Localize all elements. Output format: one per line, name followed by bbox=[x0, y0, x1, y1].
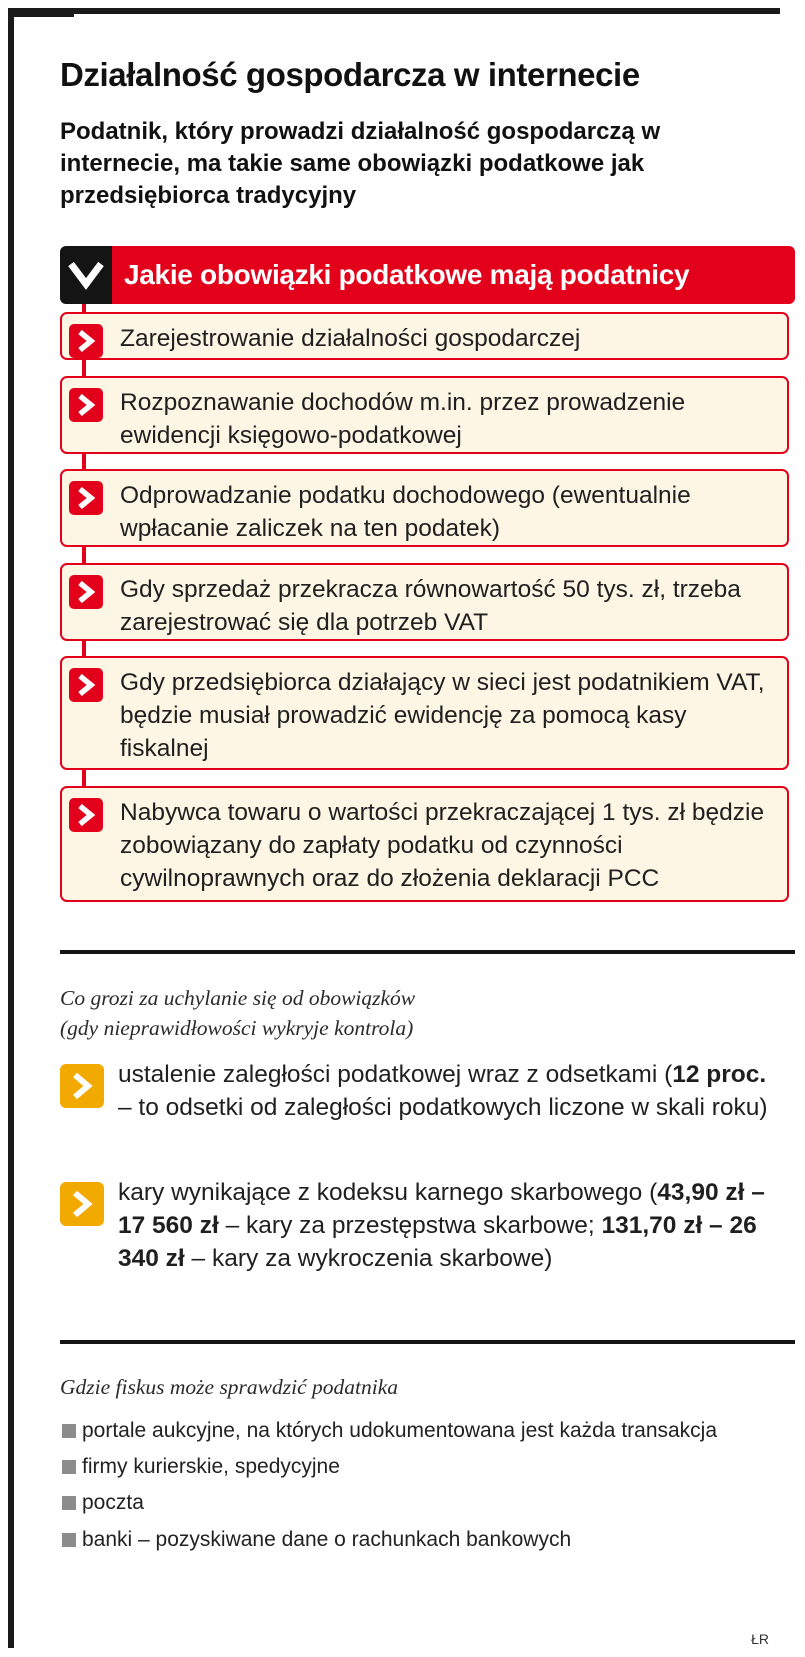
check-list-text: firmy kurierskie, spedycyjne bbox=[82, 1455, 340, 1478]
penalties-heading bbox=[60, 983, 415, 1043]
chevron-right-icon bbox=[69, 575, 103, 609]
obligation-item bbox=[60, 656, 789, 770]
penalties-heading-line: (gdy nieprawidłowości wykryje kontrola) bbox=[60, 1016, 414, 1040]
check-list-item bbox=[62, 1417, 717, 1445]
penalty-rate: 12 proc. bbox=[672, 1061, 767, 1088]
check-list-text: banki – pozyskiwane dane o rachunkach bankowych bbox=[82, 1528, 572, 1551]
frame-left-rule bbox=[8, 8, 14, 1648]
page-subtitle: Podatnik, który prowadzi działalność gospodarczą w internecie, ma takie same obowiązki podatkowe jak przedsiębiorca tradycyjny bbox=[60, 118, 661, 209]
penalty-item bbox=[60, 1058, 795, 1168]
penalty-text-part: ustalenie zaległości podatkowej wraz z odsetkami ( bbox=[118, 1061, 673, 1088]
chevron-right-icon bbox=[60, 1182, 104, 1226]
penalty-text bbox=[118, 1058, 778, 1124]
square-bullet-icon bbox=[62, 1496, 76, 1510]
obligation-item bbox=[60, 563, 789, 641]
penalty-amount-range: 131,70 zł – 26 340 zł bbox=[118, 1212, 757, 1272]
author-credit: ŁR bbox=[751, 1631, 769, 1647]
section-divider bbox=[60, 1340, 795, 1344]
obligation-item bbox=[60, 312, 789, 360]
penalty-text-part: – to odsetki od zaległości podatkowych liczone w skali roku) bbox=[118, 1094, 768, 1121]
check-list-item bbox=[62, 1453, 340, 1481]
obligation-text: Odprowadzanie podatku dochodowego (ewentualnie wpłacanie zaliczek na ten podatek) bbox=[120, 482, 691, 542]
square-bullet-icon bbox=[62, 1424, 76, 1438]
chevron-right-icon bbox=[69, 798, 103, 832]
page-title: Działalność gospodarcza w internecie bbox=[60, 56, 640, 93]
check-list-item bbox=[62, 1526, 571, 1554]
chevron-right-icon bbox=[69, 481, 103, 515]
obligations-header bbox=[60, 246, 795, 304]
obligation-text: Zarejestrowanie działalności gospodarczej bbox=[120, 325, 581, 352]
chevron-down-icon bbox=[60, 246, 112, 304]
obligation-item bbox=[60, 786, 789, 902]
chevron-right-icon bbox=[60, 1064, 104, 1108]
obligation-text: Gdy sprzedaż przekracza równowartość 50 tys. zł, trzeba zarejestrować się dla potrzeb VAT bbox=[120, 576, 741, 636]
frame-corner-tab bbox=[8, 8, 74, 17]
obligations-heading: Jakie obowiązki podatkowe mają podatnicy bbox=[124, 259, 690, 290]
penalties-heading-line: Co grozi za uchylanie się od obowiązków bbox=[60, 986, 416, 1010]
frame-top-rule bbox=[8, 8, 780, 14]
obligation-text: Gdy przedsiębiorca działający w sieci jest podatnikiem VAT, będzie musiał prowadzić ewidencję za pomocą kasy fiskalnej bbox=[120, 669, 765, 762]
penalty-item bbox=[60, 1176, 795, 1316]
penalty-text bbox=[118, 1176, 778, 1275]
chevron-right-icon bbox=[69, 388, 103, 422]
obligation-item bbox=[60, 376, 789, 454]
obligation-text: Nabywca towaru o wartości przekraczającej 1 tys. zł będzie zobowiązany do zapłaty podatku od czynności cywilnoprawnych oraz do złożenia deklaracji PCC bbox=[120, 799, 765, 892]
penalty-text-part: – kary za wykroczenia skarbowe) bbox=[184, 1245, 553, 1272]
square-bullet-icon bbox=[62, 1460, 76, 1474]
obligation-text: Rozpoznawanie dochodów m.in. przez prowadzenie ewidencji księgowo-podatkowej bbox=[120, 389, 686, 449]
penalty-text-part: kary wynikające z kodeksu karnego skarbowego ( bbox=[118, 1179, 658, 1206]
check-list-text: poczta bbox=[82, 1491, 144, 1514]
penalty-amount-range: 43,90 zł – 17 560 zł bbox=[118, 1179, 765, 1239]
penalty-text-part: – kary za przestępstwa skarbowe; bbox=[218, 1212, 602, 1239]
check-list-item bbox=[62, 1489, 144, 1517]
square-bullet-icon bbox=[62, 1533, 76, 1547]
checks-heading: Gdzie fiskus może sprawdzić podatnika bbox=[60, 1375, 399, 1399]
check-list-text: portale aukcyjne, na których udokumentowana jest każda transakcja bbox=[82, 1419, 718, 1442]
chevron-right-icon bbox=[69, 668, 103, 702]
chevron-right-icon bbox=[69, 324, 103, 358]
section-divider bbox=[60, 950, 795, 954]
obligation-item bbox=[60, 469, 789, 547]
